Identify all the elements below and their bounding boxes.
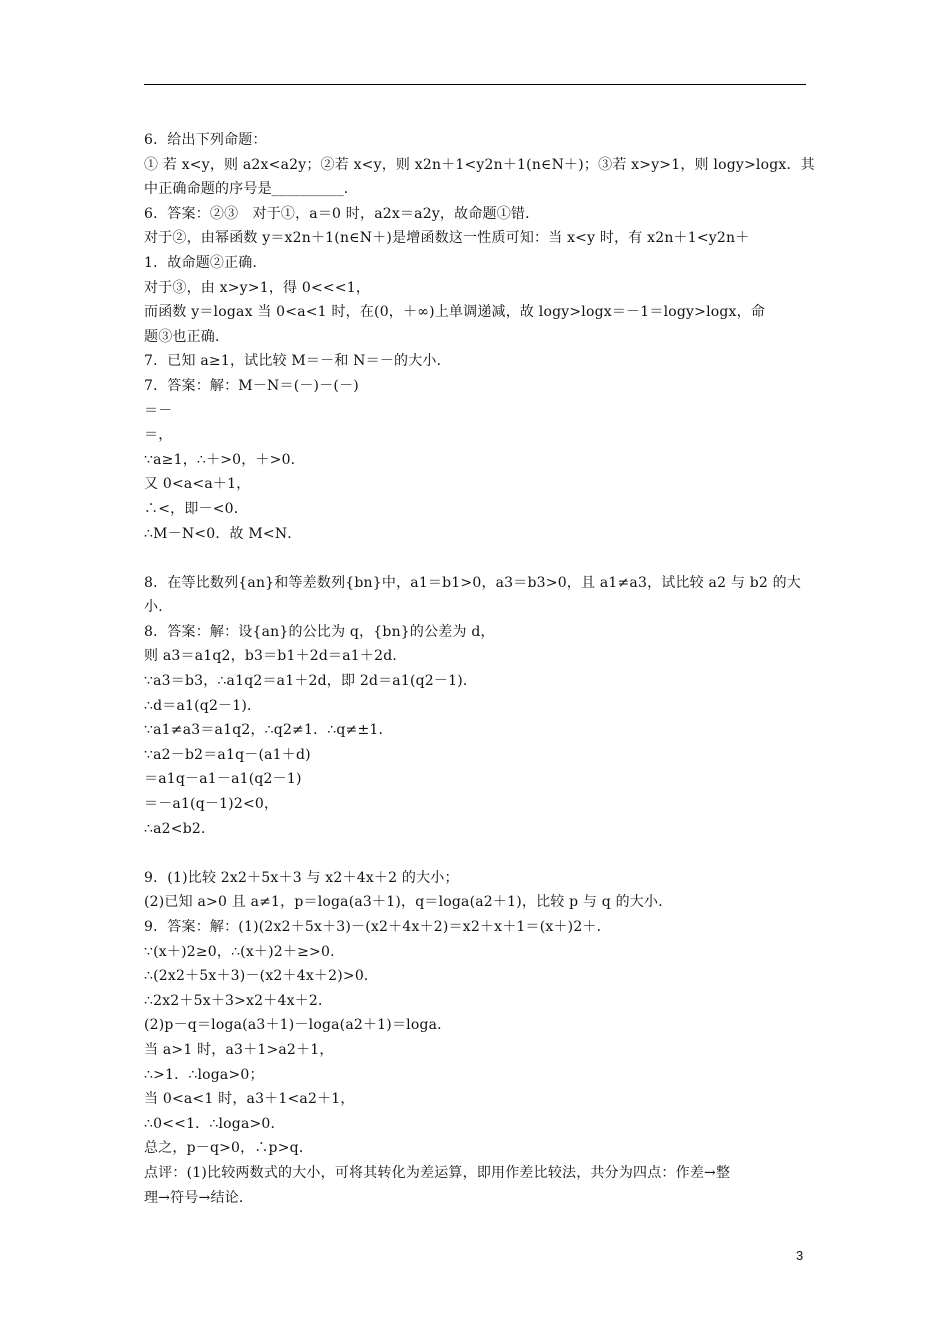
text-line: ∵a1≠a3＝a1q2，∴q2≠1．∴q≠±1．	[144, 722, 393, 739]
paragraph-gap	[144, 546, 808, 571]
text-line: 而函数 y＝logax 当 0<a<1 时，在(0，＋∞)上单调递减，故 logy>logx＝－1＝logy>logx，命	[144, 304, 766, 321]
text-line: ＝a1q－a1－a1(q2－1)	[144, 771, 302, 788]
text-line: 9．(1)比较 2x2＋5x＋3 与 x2＋4x＋2 的大小；	[144, 869, 459, 886]
text-line: ∴<，即－<0．	[144, 500, 248, 517]
text-line: 6．答案：②③ 对于①，a＝0 时，a2x＝a2y，故命题①错．	[144, 205, 540, 222]
text-line: 8．在等比数列{an}和等差数列{bn}中，a1＝b1>0，a3＝b3>0，且 a1≠a3，试比较 a2 与 b2 的大	[144, 574, 802, 591]
text-line: 对于③，由 x>y>1，得 0<<<1，	[144, 279, 371, 296]
text-line: ＝，	[144, 427, 173, 444]
text-line: (2)p－q＝loga(a3＋1)－loga(a2＋1)＝loga．	[144, 1017, 452, 1034]
text-line: ∵a≥1，∴＋>0，＋>0．	[144, 451, 305, 468]
text-line: 7．已知 a≥1，试比较 M＝－和 N＝－的大小．	[144, 353, 451, 370]
text-line: 9．答案：解：(1)(2x2＋5x＋3)－(x2＋4x＋2)＝x2＋x＋1＝(x＋)2＋．	[144, 919, 611, 935]
text-line: 总之，p－q>0，∴p>q．	[144, 1140, 314, 1157]
text-line: ① 若 x<y，则 a2x<a2y；②若 x<y，则 x2n＋1<y2n＋1(n∈N＋)；③若 x>y>1，则 logy>logx．其	[144, 156, 815, 173]
text-line: 中正确命题的序号是__________．	[144, 181, 358, 198]
text-line: 7．答案：解：M－N＝(－)－(－)	[144, 377, 359, 394]
text-line: ＝－	[144, 402, 173, 419]
text-line: 6．给出下列命题：	[144, 132, 267, 148]
text-line: 又 0<a<a＋1，	[144, 476, 251, 493]
text-line: ∵(x＋)2≥0，∴(x＋)2＋≥>0．	[144, 943, 345, 960]
document-body	[144, 128, 815, 1210]
text-line: ∴(2x2＋5x＋3)－(x2＋4x＋2)>0．	[144, 968, 379, 985]
text-line: ∵a2－b2＝a1q－(a1＋d)	[144, 746, 311, 763]
text-line: 小．	[144, 599, 173, 616]
text-line: (2)已知 a>0 且 a≠1，p＝loga(a3＋1)，q＝loga(a2＋1)，比较 p 与 q 的大小．	[144, 894, 673, 911]
text-line: 则 a3＝a1q2，b3＝b1＋2d＝a1＋2d．	[144, 648, 407, 665]
text-line: ∴d＝a1(q2－1)．	[144, 697, 262, 714]
text-line: 理→符号→结论．	[144, 1189, 254, 1206]
paragraph-gap	[144, 841, 808, 866]
text-line: ∴M－N<0．故 M<N．	[144, 525, 302, 542]
text-line: 8．答案：解：设{an}的公比为 q，{bn}的公差为 d，	[144, 623, 495, 640]
text-line: 当 a>1 时，a3＋1>a2＋1，	[144, 1041, 334, 1058]
text-line: 当 0<a<1 时，a3＋1<a2＋1，	[144, 1091, 355, 1108]
text-line: 对于②，由幂函数 y＝x2n＋1(n∈N＋)是增函数这一性质可知：当 x<y 时，有 x2n＋1<y2n＋	[144, 230, 750, 247]
text-line: ∵a3＝b3，∴a1q2＝a1＋2d，即 2d＝a1(q2－1)．	[144, 673, 478, 690]
text-line: ∴>1．∴loga>0；	[144, 1066, 264, 1083]
text-line: 1．故命题②正确．	[144, 254, 267, 271]
text-line: ∴2x2＋5x＋3>x2＋4x＋2．	[144, 992, 333, 1009]
text-line: 题③也正确．	[144, 328, 230, 345]
text-line: ＝－a1(q－1)2<0，	[144, 796, 279, 813]
text-line: ∴a2<b2．	[144, 820, 216, 837]
page-number: 3	[796, 1248, 804, 1263]
header-rule	[144, 84, 806, 85]
text-line: 点评：(1)比较两数式的大小，可将其转化为差运算，即用作差比较法，共分为四点：作差→整	[144, 1164, 731, 1181]
text-line: ∴0<<1．∴loga>0．	[144, 1115, 285, 1132]
